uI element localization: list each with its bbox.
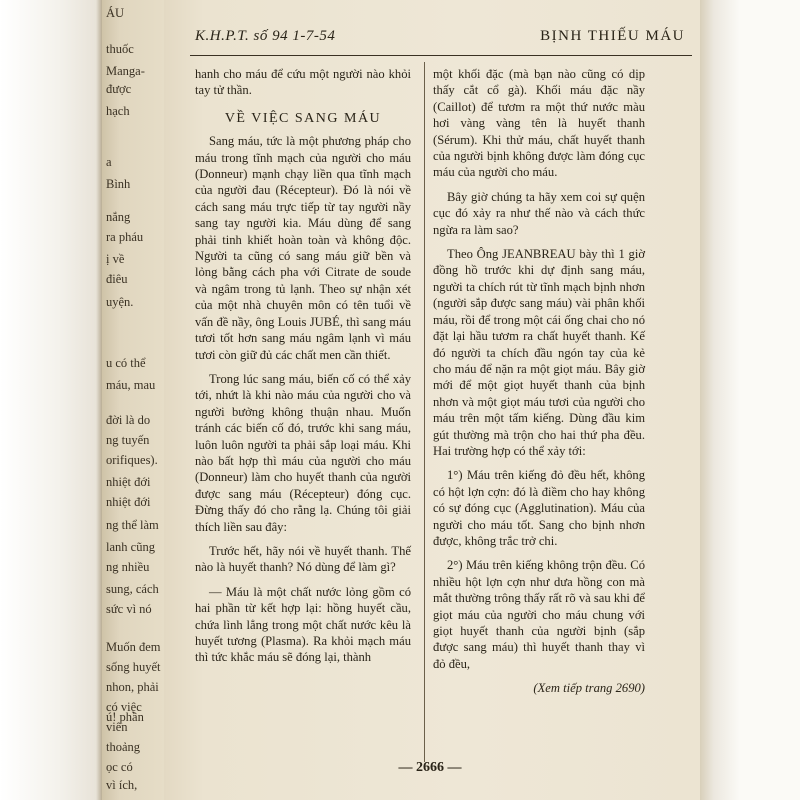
book-spine	[0, 0, 102, 800]
previous-page-fragment: sức vì nó	[106, 602, 152, 616]
previous-page-fragment: máu, mau	[106, 378, 156, 392]
previous-page-fragment: đời là do	[106, 413, 151, 427]
previous-page-fragment: a	[106, 155, 112, 169]
previous-page-fragment: nắng	[106, 210, 131, 224]
running-header	[195, 28, 685, 50]
previous-page-fragment: nhiệt đới	[106, 495, 151, 509]
previous-page-fragment: ng nhiều	[106, 560, 150, 574]
left-column	[195, 66, 411, 674]
continuation-note: (Xem tiếp trang 2690)	[533, 681, 645, 696]
paragraph: 2°) Máu trên kiếng không trộn đều. Có nhiều hột lợn cợn như dưa hồng con mà mắt thường trông thấy rất rõ và sau khi để giọt máu của người cho máu chung với giọt huyết thanh của người bịnh (sắp được sang máu) thì huyết thanh thay vì đỏ đều,	[433, 558, 645, 671]
paragraph: Trước hết, hãy nói về huyết thanh. Thế nào là huyết thanh? Nó dùng để làm gì?	[195, 543, 411, 575]
previous-page-fragment: ng tuyến	[106, 433, 150, 447]
previous-page-fragment: ÁU	[106, 6, 125, 20]
previous-page-fragment: sung, cách	[106, 582, 159, 596]
column-divider	[424, 62, 425, 762]
previous-page-fragment: Manga-	[106, 64, 145, 78]
previous-page-fragment: orifiques).	[106, 453, 158, 467]
previous-page-fragment: u có thể	[106, 356, 146, 370]
previous-page-fragment: được	[106, 82, 132, 96]
previous-page-fragment: ú! phần	[106, 710, 144, 724]
previous-page-fragment: ng thể làm	[106, 518, 159, 532]
previous-page-fragment: có việc	[106, 700, 142, 714]
previous-page-fragment: điêu	[106, 272, 128, 286]
previous-page-fragment: ra pháu	[106, 230, 144, 244]
previous-page-fragment: nhiệt đới	[106, 475, 151, 489]
previous-page-fragment: ọc có	[106, 760, 133, 774]
paragraph: hanh cho máu để cứu một người nào khỏi tay tử thần.	[195, 67, 411, 98]
paragraph: Theo Ông JEANBREAU bày thì 1 giờ đồng hồ trước khi dự định sang máu, người ta chích rút từ tĩnh mạch bịnh nhơn (người sắp được sang máu) vài phân khối máu, rồi để trong một cái ống chai cho nó đặt lại hầu tươm ra chất huyết thanh. Kế đó người ta chích đầu ngón tay của kẻ cho máu để nặn ra một giọt máu. Bây giờ mới để một giọt huyết thanh của bịnh nhơn và một giọt máu tươi của người cho máu trên một tấm kiếng. Dùng đầu kim gút thường mà trộn cho hai thứ pha đều. Hai trường hợp có thể xảy tới:	[433, 247, 645, 458]
header-rule	[190, 55, 692, 56]
previous-page-edge	[102, 0, 164, 800]
section-heading: VỀ VIỆC SANG MÁU	[224, 110, 382, 126]
previous-page-fragment: thuốc	[106, 42, 134, 56]
page-number: — 2666 —	[398, 760, 462, 775]
previous-page-fragment: sống huyết	[106, 660, 161, 674]
page-right-edge	[700, 0, 800, 800]
previous-page-fragment: nhon, phải	[106, 680, 159, 694]
paragraph: Bây giờ chúng ta hãy xem coi sự quện cục đó xảy ra như thế nào và cách thức ngừa ra làm sao?	[433, 189, 645, 237]
right-column	[433, 66, 645, 705]
paragraph: Sang máu, tức là một phương pháp cho máu trong tĩnh mạch của người cho máu (Donneur) mạnh chạy liền qua tĩnh mạch của người đau (Récepteur). Đó là nói về cách sang máu trực tiếp từ tay người nầy sang tay người kia. Máu dùng để sang phải tinh khiết hoàn toàn và không độc. Người ta cũng có sang máu giữ bền và lỏng bằng cách pha với Citrate de soude và ngâm trong tủ lạnh. Theo sự nhận xét của một nhà chuyên môn có tên tuổi về vấn đề nầy, ông Louis JUBÉ, thì sang máu tươi tốt hơn sang máu ngâm lạnh vì máu tươi còn giữ đủ các chất men cần thiết.	[195, 134, 411, 362]
previous-page-fragment: vì ích,	[106, 778, 138, 792]
previous-page-fragment: ị về	[106, 252, 125, 266]
paragraph: 1°) Máu trên kiếng đỏ đều hết, không có hột lợn cợn: đó là điềm cho hay không có sự đóng cục (Agglutination). Máu của người cho máu tốt. Sang cho bịnh nhơn được, không trắc trở chi.	[433, 468, 645, 548]
paragraph: Trong lúc sang máu, biến cố có thể xảy tới, nhứt là khi nào máu của người cho và người bưởng không thuận nhau. Muốn tránh các biến cố đó, trước khi sang máu, luôn luôn người ta phải sắp loại máu. Khi nào bất hợp thì máu của người cho máu (Donneur) làm cho huyết thanh của người được sang máu (Récepteur) đóng cục. Đừng thấy đó cho rằng lạ. Chúng tôi giải thích liền sau đây:	[195, 371, 411, 534]
previous-page-fragment: lanh cũng	[106, 540, 155, 554]
previous-page-fragment: uyện.	[106, 295, 134, 309]
previous-page-fragment: Bình	[106, 177, 131, 191]
previous-page-fragment: viên	[106, 720, 128, 734]
header-article-title: BỊNH THIẾU MÁU	[540, 28, 685, 44]
previous-page-fragment: thoảng	[106, 740, 141, 754]
previous-page-fragment: hạch	[106, 104, 130, 118]
previous-page-fragment: Muốn đem	[106, 640, 161, 654]
paragraph: một khối đặc (mà bạn nào cũng có dịp thấy cắt cổ gà). Khối máu đặc nầy (Caillot) để tươm ra một thứ nước màu hơi vàng vàng tên là huyết thanh (Sérum). Khi thử máu, chất huyết thanh của người bịnh không được làm đóng cục máu của người cho máu.	[433, 67, 645, 180]
header-journal-issue: K.H.P.T. số 94 1-7-54	[195, 28, 336, 44]
paragraph: — Máu là một chất nước lỏng gồm có hai phần từ kết hợp lại: hồng huyết cầu, chứa lình lẳng trong một chất nước kêu là huyết tương (Plasma). Ra khỏi mạch máu thì tức khắc máu sẽ đóng lại, thành	[195, 584, 411, 665]
